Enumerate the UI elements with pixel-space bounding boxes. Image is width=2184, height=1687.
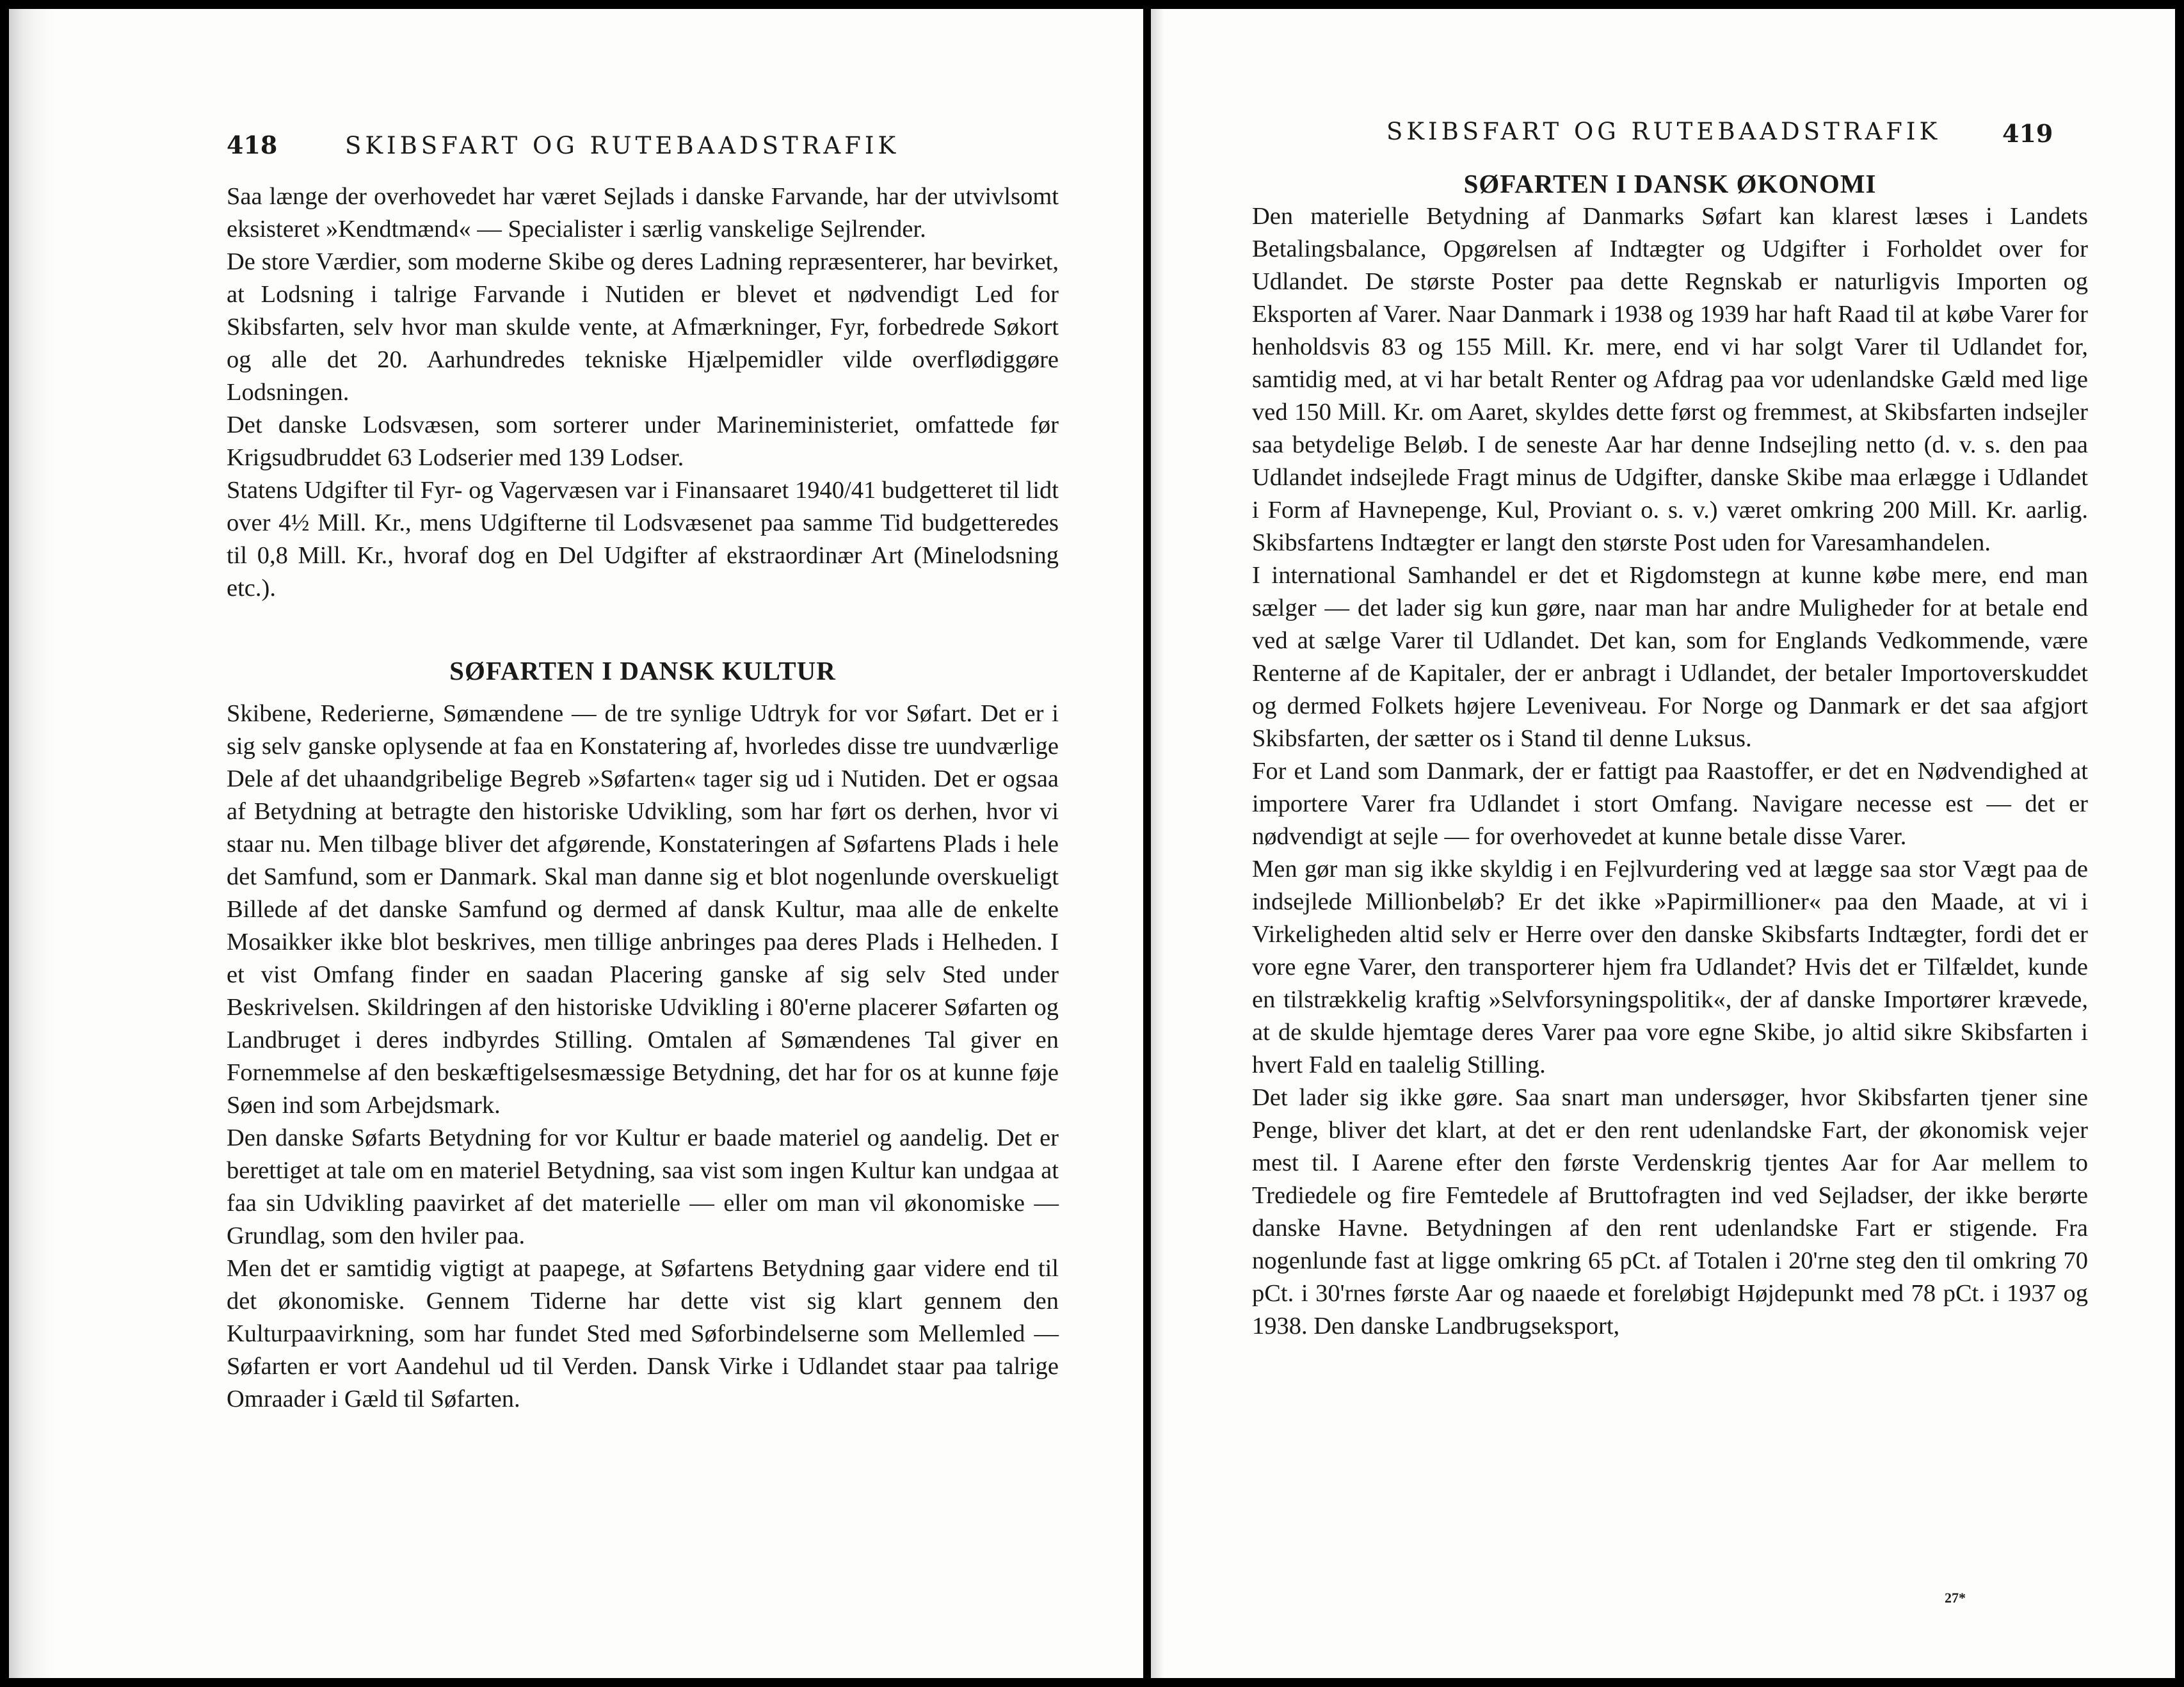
running-head: SKIBSFART OG RUTEBAADSTRAFIK <box>1386 118 1941 145</box>
paragraph: Skibene, Rederierne, Sømændene — de tre synlige Udtryk for vor Søfart. Det er i sig selv ganske oplysende at faa en Konstatering af, hvorledes disse tre uundværlige Dele af det uhaandgribelige Begreb »Søfarten« tager sig ud i Nutiden. Det er ogsaa af Betydning at betragte den historiske Udvikling, som har ført os derhen, hvor vi staar nu. Men tilbage bliver det afgørende, Konstateringen af Søfartens Plads i hele det Samfund, som er Danmark. Skal man danne sig et blot nogenlunde overskueligt Billede af det danske Samfund og dermed af dansk Kultur, maa alle de enkelte Mosaikker ikke blot beskrives, men tillige anbringes paa deres Plads i Helheden. I et vist Omfang finder en saadan Placering ganske af sig selv Sted under Beskrivelsen. Skildringen af den historiske Udvikling i 80'erne placerer Søfarten og Landbruget i deres indbyrdes Stilling. Omtalen af Sømændenes Tal giver en Fornemmelse af den beskæftigelsesmæssige Betydning, det har for os at kunne føje Søen ind som Arbejdsmark. <box>227 700 1059 1119</box>
page-number: 419 <box>2002 119 2053 148</box>
running-head: SKIBSFART OG RUTEBAADSTRAFIK <box>345 132 900 159</box>
paragraph: Statens Udgifter til Fyr- og Vagervæsen var i Finansaaret 1940/41 budgetteret til lidt over 4½ Mill. Kr., mens Udgifterne til Lodsvæsenet paa samme Tid budgetteredes til 0,8 Mill. Kr., hvoraf dog en Del Udgifter af ekstraordinær Art (Minelodsning etc.). <box>227 477 1059 602</box>
paragraph: De store Værdier, som moderne Skibe og deres Ladning repræsenterer, har bevirket, at Lodsning i talrige Farvande i Nutiden er blevet et nødvendigt Led for Skibsfarten, selv hvor man skulde vente, at Afmærkninger, Fyr, forbedrede Søkort og alle det 20. Aarhundredes tekniske Hjælpemidler vilde overflødiggøre Lodsningen. <box>227 248 1059 406</box>
paragraph: Men det er samtidig vigtigt at paapege, at Søfartens Betydning gaar videre end til det økonomiske. Gennem Tiderne har dette vist sig klart gennem den Kulturpaavirkning, som har fundet Sted med Søforbindelserne som Mellemled — Søfarten er vort Aandehul ud til Verden. Dansk Virke i Udlandet staar paa talrige Omraader i Gæld til Søfarten. <box>227 1255 1059 1412</box>
paragraph: I international Samhandel er det et Rigdomstegn at kunne købe mere, end man sælger — det lader sig kun gøre, naar man har andre Muligheder for at betale end ved at sælge Varer til Udlandet. Det kan, som for Englands Vedkommende, være Renterne af de Kapitaler, der er anbragt i Udlandet, der betaler Importoverskuddet og dermed Folkets højere Leveniveau. For Norge og Danmark er det saa afgjort Skibsfarten, der sætter os i Stand til denne Luksus. <box>1252 562 2088 752</box>
paragraph: Saa længe der overhovedet har været Sejlads i danske Farvande, har der utvivlsomt eksisteret »Kendtmænd« — Specialister i særlig vanskelige Sejlrender. <box>227 183 1059 243</box>
body-text <box>227 180 1059 1416</box>
paragraph: For et Land som Danmark, der er fattigt paa Raastoffer, er det en Nødvendighed at importere Varer fra Udlandet i stort Omfang. Navigare necesse est — det er nødvendigt at sejle — for overhovedet at kunne betale disse Varer. <box>1252 758 2088 850</box>
section-title: SØFARTEN I DANSK KULTUR <box>449 656 836 685</box>
section-title: SØFARTEN I DANSK ØKONOMI <box>1463 169 1877 198</box>
body-text <box>1252 168 2088 1343</box>
right-page <box>1151 9 2175 1678</box>
paragraph: Det danske Lodsvæsen, som sorterer under Marineministeriet, omfattede før Krigsudbruddet 63 Lodserier med 139 Lodser. <box>227 412 1059 471</box>
paragraph: Det lader sig ikke gøre. Saa snart man undersøger, hvor Skibsfarten tjener sine Penge, bliver det klart, at det er den rent udenlandske Fart, der økonomisk vejer mest til. I Aarene efter den første Verdenskrig tjentes Aar for Aar mellem to Trediedele og fire Femtedele af Bruttofragten ind ved Sejladser, der ikke berørte danske Havne. Betydningen af den rent udenlandske Fart er stigende. Fra nogenlunde fast at ligge omkring 65 pCt. af Totalen i 20'rne steg den til omkring 70 pCt. i 30'rnes første Aar og naaede et foreløbigt Højdepunkt med 78 pCt. i 1937 og 1938. Den danske Landbrugseksport, <box>1252 1084 2088 1339</box>
page-number: 418 <box>227 131 278 159</box>
paragraph: Den materielle Betydning af Danmarks Søfart kan klarest læses i Landets Betalingsbalance, Opgørelsen af Indtægter og Udgifter i Forholdet over for Udlandet. De største Poster paa dette Regnskab er naturligvis Importen og Eksporten af Varer. Naar Danmark i 1938 og 1939 har haft Raad til at købe Varer for henholdsvis 83 og 155 Mill. Kr. mere, end vi har solgt Varer til Udlandet for, samtidig med, at vi har betalt Renter og Afdrag paa vor udenlandske Gæld med lige ved 150 Mill. Kr. om Aaret, skyldes dette først og fremmest, at Skibsfarten indsejler saa betydelige Beløb. I de seneste Aar har denne Indsejling netto (d. v. s. den paa Udlandet indsejlede Fragt minus de Udgifter, danske Skibe maa erlægge i Udlandet i Form af Havnepenge, Kul, Proviant o. s. v.) været omkring 200 Mill. Kr. aarlig. Skibsfartens Indtægter er langt den største Post uden for Varesamhandelen. <box>1252 203 2088 556</box>
left-page <box>9 9 1143 1678</box>
paragraph: Men gør man sig ikke skyldig i en Fejlvurdering ved at lægge saa stor Vægt paa de indsejlede Millionbeløb? Er det ikke »Papirmillioner« paa den Maade, at vi i Virkeligheden altid selv er Herre over den danske Skibsfarts Indtægter, fordi det er vore egne Varer, den transporterer hjem fra Udlandet? Hvis det er Tilfældet, kunde en tilstrækkelig kraftig »Selvforsyningspolitik«, der af danske Importører krævede, at de skulde hjemtage deres Varer paa vore egne Skibe, jo altid sikre Skibsfarten i hvert Fald en taalelig Stilling. <box>1252 856 2088 1078</box>
paragraph: Den danske Søfarts Betydning for vor Kultur er baade materiel og aandelig. Det er berettiget at tale om en materiel Betydning, saa vist som ingen Kultur kan undgaa at faa sin Udvikling paavirket af det materielle — eller om man vil økonomiske — Grundlag, som den hviler paa. <box>227 1124 1059 1249</box>
signature-mark: 27* <box>1945 1590 1966 1606</box>
